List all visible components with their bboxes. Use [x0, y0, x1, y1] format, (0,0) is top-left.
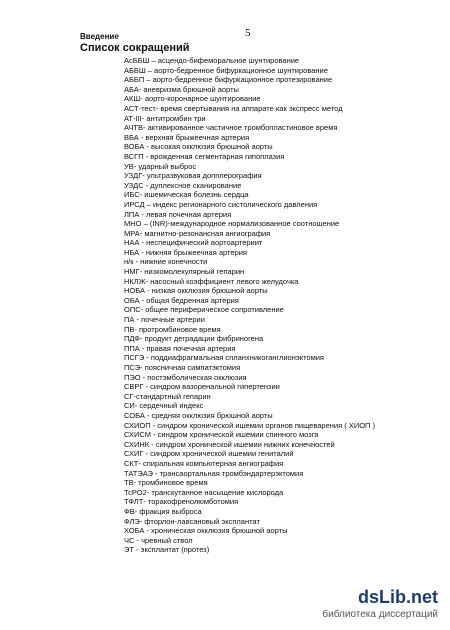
abbreviation-entry: АБА- аневризма брюшной аорты: [124, 84, 239, 94]
abbreviation-entry: ФЛЭ- фторлон-лавсановый эксплантат: [124, 516, 260, 526]
abbreviation-entry: ФВ- фракция выброса: [124, 506, 202, 516]
abbreviation-entry: ЭТ - эксплантат (протез): [124, 545, 210, 555]
abbreviation-entry: МНО – (INR)-международное нормализованное соотношение: [124, 219, 340, 229]
abbreviation-entry: ОПС- общее периферическое сопротивление: [124, 305, 284, 315]
abbreviation-entry: АКШ- аорто-коронарное шунтирование: [124, 94, 261, 104]
abbreviation-entry: ТФЛТ- торакофренолюмботомия: [124, 497, 239, 507]
abbreviation-entry: ПСЭ- поясничная симпатэктомия: [124, 363, 241, 372]
watermark-logo-suffix: .net: [405, 587, 438, 607]
abbreviation-entry: УЗДС - дуплексное сканирование: [124, 180, 242, 190]
abbreviation-entry: ВОБА - высокая окклюзия брюшной аорты: [124, 142, 273, 152]
abbreviation-entry: МРА- магнитно-резонансная ангиография: [124, 228, 271, 238]
abbreviation-entry: НАА - неспецифический аортоартериит: [124, 238, 263, 248]
abbreviation-entry: СХИОП - синдром хронической ишемии органов пищеварения ( ХИОП ): [124, 420, 376, 430]
abbreviation-entry: АСТ-тест- время свертывания на аппарате как экспресс метод: [124, 103, 343, 113]
abbreviation-entry: ПДФ- продукт деградации фибриногена: [124, 334, 264, 344]
abbreviation-entry: АББШ – аорто-бедренное бифуркационное шунтирование: [124, 65, 328, 75]
abbreviation-entry: СОБА - средняя окклюзия брюшной аорты: [124, 410, 273, 420]
abbreviation-entry: н/к - нижние конечности: [124, 257, 208, 267]
abbreviation-entry: ВБА - верхняя брыжеечная артерия: [124, 132, 250, 142]
abbreviation-entry: ХОБА - хроническая окклюзия брюшной аорты: [124, 526, 288, 536]
abbreviation-entry: ППА - правая почечная артерия: [124, 343, 236, 353]
abbreviation-entry: СВРГ - синдром вазоренальной гипертензии: [124, 382, 280, 392]
header-label: Введение: [80, 32, 119, 41]
abbreviation-entry: АББП – аорто-бедренное бифуркационное протезирование: [124, 75, 333, 85]
watermark-logo: [322, 587, 438, 608]
watermark: [322, 587, 438, 620]
abbreviation-entry: ПВ- протромбиновое время: [124, 324, 221, 334]
abbreviation-entry: НКЛЖ- насосный коэффициент левого желудочка: [124, 276, 299, 286]
abbreviation-entry: СХИСМ - синдром хронической ишемии спинного мозга: [124, 430, 319, 440]
abbreviation-entry: ПСГЭ - поддиафрагмальная спланхникоганглионэктомия: [124, 353, 324, 363]
abbreviation-entry: НМГ- низкомолекулярный гепарин: [124, 267, 245, 277]
abbreviation-entry: ОБА - общая бедренная артерия: [124, 295, 239, 305]
abbreviation-entry: ЧС - чревный ствол: [124, 535, 193, 545]
abbreviation-entry: АЧТВ- активированное частичное тромбопластиновое время: [124, 123, 338, 133]
abbreviation-entry: СИ- сердечный индекс: [124, 401, 204, 411]
abbreviation-entry: ТсРО2- транскутанное насыщение кислорода: [124, 487, 284, 497]
abbreviation-entry: ВСГП - врожденная сегментарная гипоплазия: [124, 151, 285, 161]
abbreviation-entry: СКТ- спиральная компьютерная ангиография: [124, 458, 284, 468]
abbreviation-entry: ИРСД – индекс регионарного систолического давления: [124, 199, 318, 209]
watermark-logo-main: dsLib: [357, 587, 406, 607]
abbreviation-entry: АсББШ – асцендо-бифеморальное шунтирование: [124, 56, 300, 65]
abbreviation-entry: АТ-III- антитромбин три: [124, 113, 206, 123]
abbreviation-entry: НОБА - низкая окклюзия брюшной аорты: [124, 286, 268, 296]
section-title: Список сокращений: [80, 42, 190, 54]
abbreviation-entry: ЛПА - левая почечная артерия: [124, 209, 232, 219]
page-number: 5: [245, 27, 251, 39]
abbreviation-entry: УЗДГ- ультразвуковая допплерография: [124, 171, 262, 181]
abbreviation-entry: СХИНК - синдром хронической ишемии нижних конечностей: [124, 439, 335, 449]
abbreviation-entry: ПА - почечные артерии: [124, 315, 205, 325]
abbreviation-entry: ПЭО - постэмболическая окклюзия: [124, 372, 247, 382]
abbreviation-list: [124, 56, 444, 555]
abbreviation-entry: СХИГ - синдром хронической ишемии гениталий: [124, 449, 294, 459]
abbreviation-entry: ТВ- тромбиновое время: [124, 478, 208, 488]
abbreviation-entry: ИБС- ишемическая болезнь сердца: [124, 190, 249, 200]
abbreviation-entry: НБА - нижняя брыжеечная артерия: [124, 247, 247, 257]
watermark-tagline: библиотека диссертаций: [322, 609, 438, 620]
abbreviation-entry: УВ- ударный выброс: [124, 161, 197, 171]
abbreviation-entry: ТАТЭАЭ - трансаортальная тромбэндартерэктомия: [124, 468, 304, 478]
abbreviation-entry: СГ-стандартный гепарин: [124, 391, 211, 401]
